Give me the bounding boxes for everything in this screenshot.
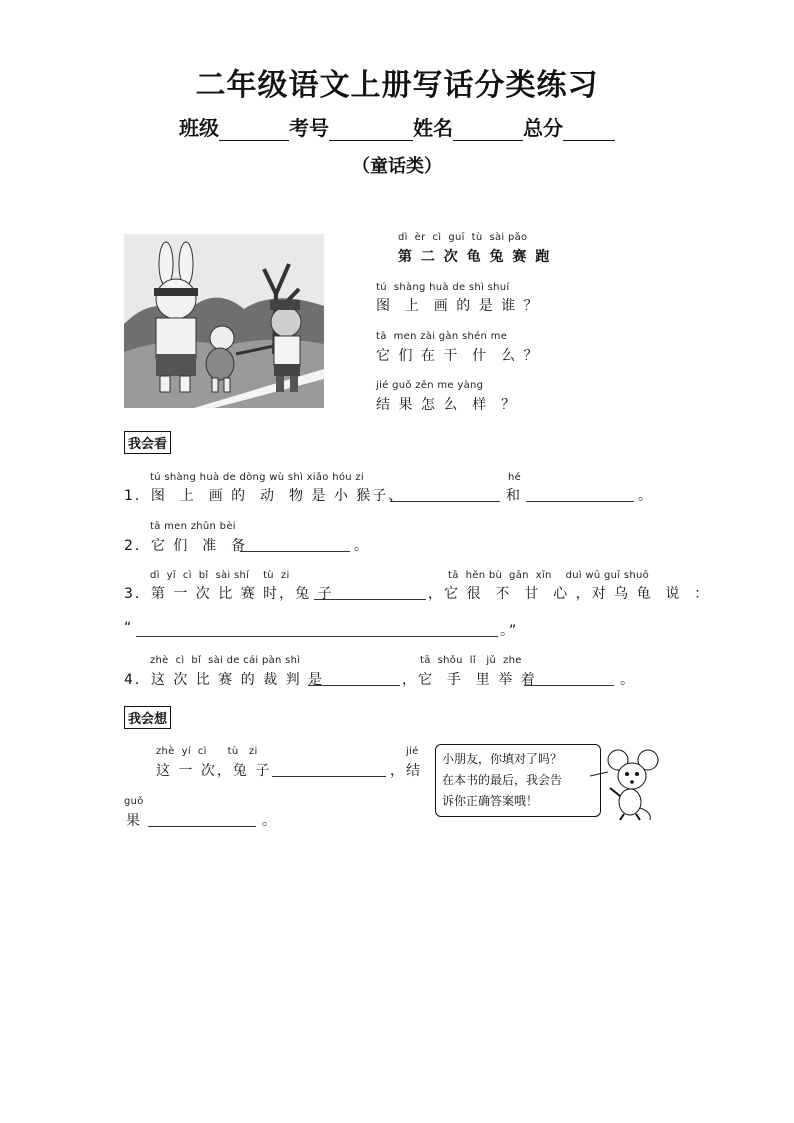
item3-text: 3．第 一 次 比 赛 时，兔 子 xyxy=(124,586,334,602)
item3-pinyin-2: tā hěn bù gān xīn duì wū guī shuō xyxy=(448,570,650,581)
item4-blank-2[interactable] xyxy=(524,684,614,686)
bubble-line-2: 在本书的最后，我会告 xyxy=(442,773,563,787)
think-line1-pinyin: zhè yí cì tù zi xyxy=(156,746,258,757)
number-field[interactable] xyxy=(329,120,413,141)
story-title-pinyin: dì èr cì guī tù sài pǎo xyxy=(398,232,528,243)
think-line1-pinyin-jie: jié xyxy=(406,746,419,757)
student-info-line xyxy=(0,112,794,141)
section-think-label: 我会想 xyxy=(124,706,171,729)
item4-text-2: ，它 手 里 举 着 xyxy=(402,672,537,688)
question1: 图 上 画 的 是 谁 ？ xyxy=(376,298,540,314)
item3-pinyin: dì yī cì bǐ sài shí tù zi xyxy=(150,570,290,581)
question2: 它 们 在 干 什 么 ？ xyxy=(376,348,540,364)
item3-blank-2[interactable] xyxy=(136,635,498,637)
class-label: 班级 xyxy=(179,116,219,140)
think-blank-1[interactable] xyxy=(272,775,386,777)
item1-blank-2[interactable] xyxy=(526,500,634,502)
think-line2-pinyin: guǒ xyxy=(124,796,144,807)
bubble-line-3: 诉你正确答案哦！ xyxy=(442,794,539,808)
bubble-line-1: 小朋友，你填对了吗？ xyxy=(442,752,563,766)
think-line2-text: 果 xyxy=(126,813,142,829)
item4-text: 4．这 次 比 赛 的 裁 判 是 xyxy=(124,672,325,688)
item1-pinyin-he: hé xyxy=(508,472,522,483)
think-blank-2[interactable] xyxy=(148,825,256,827)
question2-pinyin: tā men zài gàn shén me xyxy=(376,331,508,342)
item1-text: 1．图 上 画 的 动 物 是 小 猴子、 xyxy=(124,488,405,504)
score-label: 总分 xyxy=(523,116,563,140)
item2-text: 2．它 们 准 备 xyxy=(124,538,248,554)
item3-quote-close: 。” xyxy=(500,623,519,639)
item3-blank-1[interactable] xyxy=(314,598,426,600)
item1-pinyin: tú shàng huà de dòng wù shì xiǎo hóu zi xyxy=(150,472,364,483)
score-field[interactable] xyxy=(563,120,615,141)
item4-blank-1[interactable] xyxy=(308,684,400,686)
item1-he: 和 xyxy=(506,488,522,504)
number-label: 考号 xyxy=(289,116,329,140)
item4-pinyin: zhè cì bǐ sài de cái pàn shì xyxy=(150,655,301,666)
page-title: 二年级语文上册写话分类练习 xyxy=(195,68,599,103)
item3-text-2: ，它 很 不 甘 心 ，对 乌 龟 说 ： xyxy=(428,586,711,602)
think-line1-text: 这 一 次，兔 子 xyxy=(156,763,272,779)
story-illustration xyxy=(124,234,324,408)
name-field[interactable] xyxy=(453,120,523,141)
item4-pinyin-2: tā shǒu lǐ jǔ zhe xyxy=(420,655,522,666)
item4-end: 。 xyxy=(620,672,636,688)
class-field[interactable] xyxy=(219,120,289,141)
question3: 结 果 怎 么 样 ？ xyxy=(376,397,518,413)
think-line2-end: 。 xyxy=(262,813,278,829)
name-label: 姓名 xyxy=(413,116,453,140)
hint-speech-bubble xyxy=(435,744,601,817)
question3-pinyin: jié guǒ zěn me yàng xyxy=(376,380,484,391)
story-title: 第 二 次 龟 兔 赛 跑 xyxy=(398,249,552,265)
think-line1-end: ，结 xyxy=(390,763,422,779)
question1-pinyin: tú shàng huà de shì shuí xyxy=(376,282,510,293)
item1-end: 。 xyxy=(638,488,654,504)
item3-quote-open: “ xyxy=(124,620,134,636)
item1-blank-1[interactable] xyxy=(390,500,500,502)
item2-blank[interactable] xyxy=(240,550,350,552)
mouse-mascot-icon xyxy=(590,746,660,822)
section-look-label: 我会看 xyxy=(124,431,171,454)
item2-pinyin: tā men zhǔn bèi xyxy=(150,521,236,532)
item2-end: 。 xyxy=(354,538,370,554)
category-label: （童话类） xyxy=(352,156,442,177)
